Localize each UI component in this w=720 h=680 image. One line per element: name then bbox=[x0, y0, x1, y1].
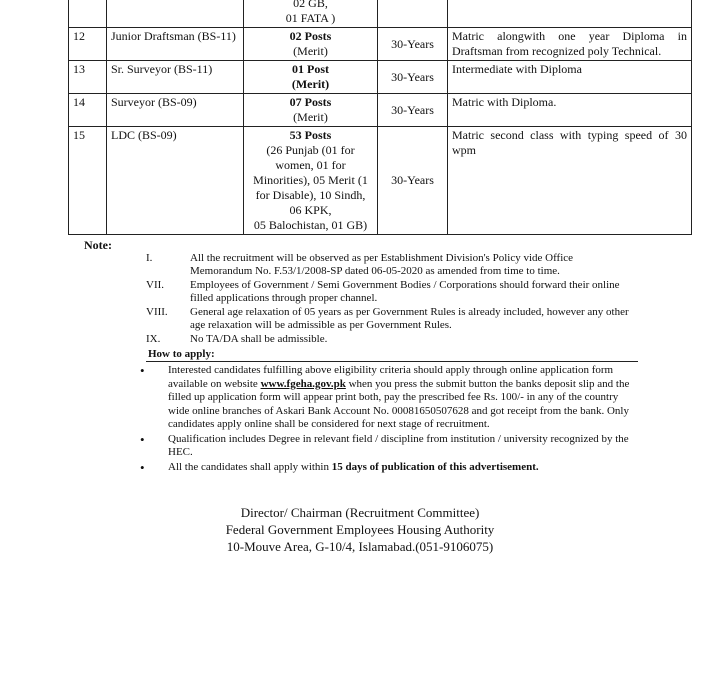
list-item bbox=[146, 252, 636, 278]
posts-count-line: 05 Balochistan, 01 GB) bbox=[253, 218, 368, 232]
note-number: VII. bbox=[146, 279, 165, 291]
qualification: Matric second class with typing speed of 30 wpm bbox=[448, 127, 692, 235]
age-limit: 30-Years bbox=[378, 127, 448, 235]
list-item bbox=[140, 461, 640, 475]
posts-count-line: 01 Post bbox=[292, 62, 329, 76]
note-text: All the recruitment will be observed as per Establishment Division's Policy vide Office Memorandum No. F.53/1/2008-SP dated 06-05-2020 as amended from time to time. bbox=[190, 252, 574, 277]
notes-list bbox=[146, 252, 636, 347]
apply-instructions bbox=[140, 364, 640, 475]
note-number: IX. bbox=[146, 333, 161, 345]
heading-divider bbox=[146, 361, 638, 362]
posts-count bbox=[244, 61, 378, 94]
post-name: Surveyor (BS-09) bbox=[107, 94, 244, 127]
posts-count-line: 01 FATA ) bbox=[285, 11, 336, 25]
posts-count-line: 06 KPK, bbox=[289, 203, 332, 217]
note-text: Employees of Government / Semi Government Bodies / Corporations should forward their online filled applications through proper channel. bbox=[190, 279, 620, 304]
posts-count bbox=[244, 0, 378, 28]
posts-count-line: (Merit) bbox=[291, 77, 330, 91]
posts-count-line: 02 Posts bbox=[289, 29, 332, 43]
posts-count-line: Minorities), 05 Merit (1 bbox=[253, 173, 368, 187]
instruction-text-part: All the candidates shall apply within bbox=[168, 460, 332, 473]
table-row bbox=[69, 61, 692, 94]
post-name: Junior Draftsman (BS-11) bbox=[107, 28, 244, 61]
note-number: I. bbox=[146, 252, 153, 264]
list-item bbox=[146, 306, 636, 332]
note-text: General age relaxation of 05 years as per Government Rules is already included, however any other age relaxation will be admissible as per Government Rules. bbox=[190, 306, 629, 331]
posts-count-line: (26 Punjab (01 for bbox=[266, 143, 355, 157]
bullet-icon: • bbox=[140, 363, 145, 378]
bullet-icon: • bbox=[140, 459, 145, 475]
row-number: 13 bbox=[69, 61, 107, 94]
deadline-text: 15 days of publication of this advertisement. bbox=[331, 460, 539, 473]
row-number: 12 bbox=[69, 28, 107, 61]
age-limit bbox=[378, 0, 448, 28]
post-name: Sr. Surveyor (BS-11) bbox=[107, 61, 244, 94]
list-item bbox=[140, 433, 640, 460]
qualification: Matric alongwith one year Diploma in Draftsman from recognized poly Technical. bbox=[448, 28, 692, 61]
posts-count-line: (Merit) bbox=[293, 110, 328, 124]
instruction-text bbox=[168, 461, 640, 475]
note-number: VIII. bbox=[146, 306, 168, 318]
table-row bbox=[69, 28, 692, 61]
qualification: Matric with Diploma. bbox=[448, 94, 692, 127]
note-text: No TA/DA shall be admissible. bbox=[190, 333, 328, 345]
instruction-text: Qualification includes Degree in relevant field / discipline from institution / university recognized by the HEC. bbox=[168, 432, 629, 458]
note-label: Note: bbox=[84, 238, 112, 252]
table-row bbox=[69, 94, 692, 127]
posts-count-line: women, 01 for bbox=[275, 158, 346, 172]
age-limit: 30-Years bbox=[378, 94, 448, 127]
age-limit: 30-Years bbox=[378, 61, 448, 94]
table-row bbox=[69, 0, 692, 28]
list-item bbox=[146, 333, 636, 346]
qualification: Intermediate with Diploma bbox=[448, 61, 692, 94]
signature-address: 10-Mouve Area, G-10/4, Islamabad.(051-9106075) bbox=[226, 539, 494, 554]
table-row bbox=[69, 127, 692, 235]
posts-count-line: (Merit) bbox=[293, 44, 328, 58]
posts-count-line: 07 Posts bbox=[289, 95, 332, 109]
age-limit: 30-Years bbox=[378, 28, 448, 61]
list-item bbox=[140, 364, 640, 432]
signature-block bbox=[195, 504, 525, 555]
post-name bbox=[107, 0, 244, 28]
row-number: 14 bbox=[69, 94, 107, 127]
list-item bbox=[146, 279, 636, 305]
row-number bbox=[69, 0, 107, 28]
posts-count-line: 53 Posts bbox=[289, 128, 332, 142]
posts-count bbox=[244, 94, 378, 127]
posts-count bbox=[244, 127, 378, 235]
signature-title: Director/ Chairman (Recruitment Committee) bbox=[240, 505, 480, 520]
bullet-icon: • bbox=[140, 431, 145, 447]
how-to-apply-heading: How to apply: bbox=[148, 348, 215, 360]
row-number: 15 bbox=[69, 127, 107, 235]
instruction-text-part: when you press the submit button the banks deposit slip and the filled up application form will appear print both, pay the prescribed fee Rs. 100/- in any of the country wide online branches of Askari Bank Account No. 00081650507628 and got receipt from the bank. Only candidates apply online shall be considered for next stage of recruitment. bbox=[168, 377, 630, 430]
signature-organization: Federal Government Employees Housing Authority bbox=[225, 522, 495, 537]
website-link[interactable]: www.fgeha.gov.pk bbox=[260, 377, 346, 390]
posts-count-line: 02 GB, bbox=[293, 0, 328, 10]
qualification bbox=[448, 0, 692, 28]
posts-count-line: for Disable), 10 Sindh, bbox=[255, 188, 366, 202]
posts-table bbox=[68, 0, 692, 235]
post-name: LDC (BS-09) bbox=[107, 127, 244, 235]
instruction-text bbox=[168, 364, 640, 432]
instruction-text-part: Interested candidates fulfilling above eligibility criteria should apply through online application form available on website bbox=[168, 364, 614, 390]
posts-count bbox=[244, 28, 378, 61]
